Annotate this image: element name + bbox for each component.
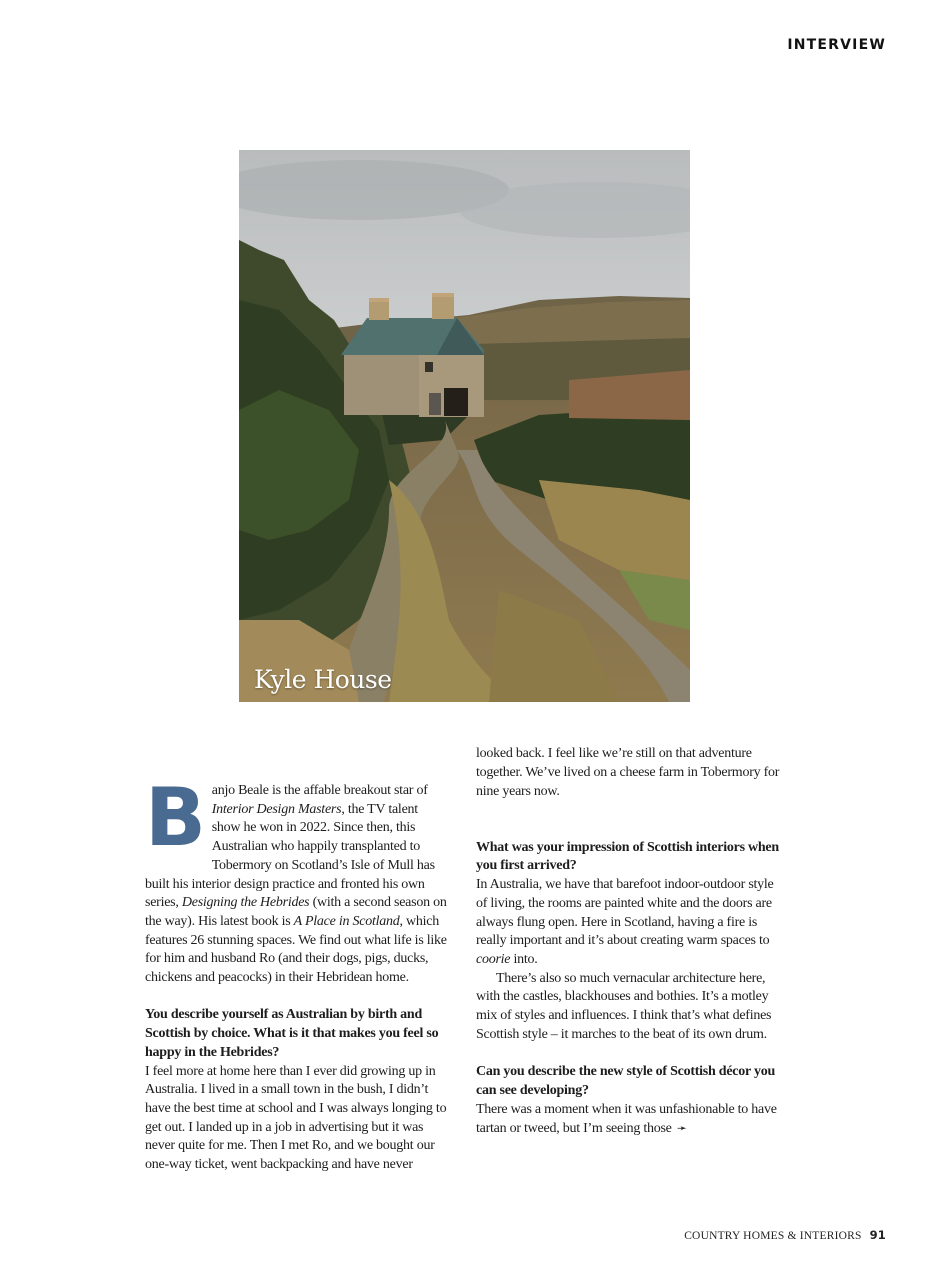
question-1: You describe yourself as Australian by birth and Scottish by choice. What is it that makes you feel so happy in the Hebrides? <box>145 1007 439 1060</box>
answer-2-paragraph-2: There’s also so much vernacular architecture here, with the castles, blackhouses and bothies. It’s a motley mix of styles and influences. I think that’s what defines Scottish style – it marches to the beat of its own drum. <box>476 970 772 1042</box>
article-column-left <box>145 771 449 1175</box>
continue-arrow-icon: ➛ <box>676 1121 687 1136</box>
answer-1-continued <box>476 670 781 745</box>
intro-text: (with a second season on the way). His latest book is <box>145 895 447 929</box>
magazine-name: COUNTRY HOMES & INTERIORS <box>684 1230 862 1242</box>
page-footer <box>684 1228 886 1242</box>
book-title: A Place in Scotland <box>293 913 400 929</box>
intro-text: , the TV talent show he won in 2022. Since then, this Australian who happily transplanted to Tobermory on Scotland’s Isle of Mull has built his interior design practice and fronted his own series, <box>145 801 435 911</box>
section-label: INTERVIEW <box>787 37 886 53</box>
answer-1-tail-text: looked back. I feel like we’re still on that adventure together. We’ve lived on a cheese farm in Tobermory for nine years now. <box>476 746 780 799</box>
coorie-term: coorie <box>476 951 511 967</box>
answer-1-tail <box>476 745 781 820</box>
intro-text: , which features 26 stunning spaces. We find out what life is like for him and husband Ro (and their dogs, pigs, ducks, chickens and peacocks) in their Hebridean home. <box>145 913 447 986</box>
answer-3 <box>476 1101 781 1139</box>
photo-illustration <box>239 150 690 702</box>
show-title: Interior Design Masters <box>211 801 342 817</box>
series-title: Designing the Hebrides <box>181 895 310 911</box>
article-column-right <box>476 746 781 1139</box>
answer-1: I feel more at home here than I ever did growing up in Australia. I lived in a small town in the bush, I didn’t have the best time at school and I was always longing to get out. I landed up in a job in advertising but it was never quite for me. Then I met Ro, and we bought our one-way ticket, went backpacking and have never <box>145 1063 447 1173</box>
intro-paragraph <box>145 771 449 988</box>
intro-text: anjo Beale is the affable breakout star of <box>211 783 428 798</box>
answer-3-text: There was a moment when it was unfashionable to have tartan or tweed, but I’m seeing those <box>476 1101 777 1137</box>
answer-2-text: into. <box>510 951 538 967</box>
question-3: Can you describe the new style of Scottish décor you can see developing? <box>476 1064 776 1098</box>
drop-cap: B <box>145 771 206 864</box>
answer-2-text: In Australia, we have that barefoot indoor-outdoor style of living, the rooms are painted white and the doors are always flung open. Here in Scotland, having a fire is really important and it’s about creating warm spaces to <box>476 877 774 949</box>
answer-2-paragraph-1 <box>476 876 781 970</box>
page-number: 91 <box>869 1228 886 1242</box>
photo-caption: Kyle House <box>254 665 392 694</box>
question-2: What was your impression of Scottish interiors when you first arrived? <box>476 839 779 874</box>
hero-photo <box>239 150 690 702</box>
